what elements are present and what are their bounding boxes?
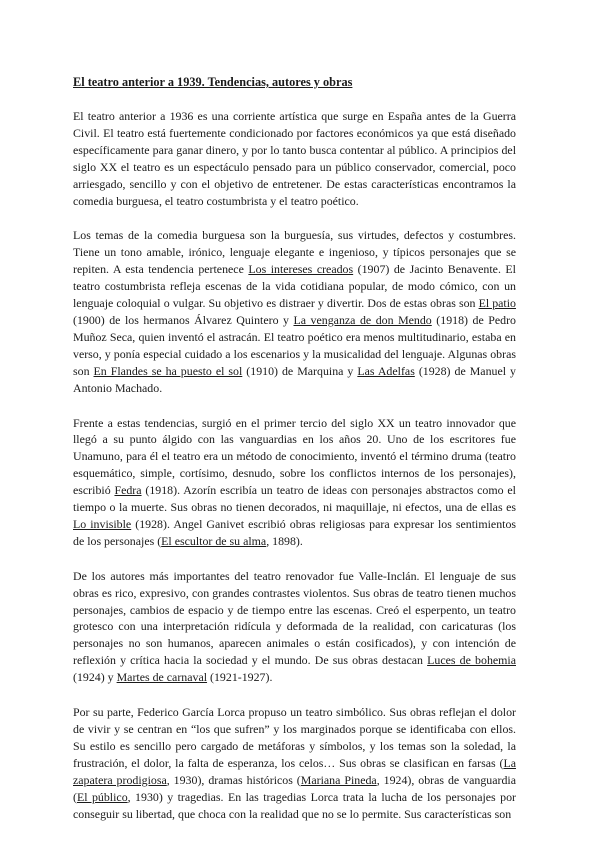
page-title: El teatro anterior a 1939. Tendencias, autores y obras [73,75,353,89]
paragraph-text: (1900) de los hermanos Álvarez Quintero y [73,312,294,327]
work-title: La venganza de don Mendo [293,312,432,327]
paragraph-text: (1924) y [73,670,117,685]
paragraph [73,704,516,822]
paragraph [73,108,516,209]
paragraph-text: (1918) de Pedro Muñoz Seca, quien inventó el astracán. El teatro poético era menos multitudinario, estaba en verso, y ponía especial cuidado a los escenarios y la musicalidad del lenguaje. Algunas obras son [73,312,516,378]
paragraph-text: (1928). Angel Ganivet escribió obras religiosas para expresar los sentimientos de los personajes ( [73,516,517,548]
paragraph [73,415,516,550]
work-title: El público [76,789,128,804]
paragraph-text: (1910) de Marquina y [242,363,358,378]
paragraph-text: El teatro anterior a 1936 es una corriente artística que surge en España antes de la Guerra Civil. El teatro está fuertemente condicionado por factores económicos ya que está diseñado específicamente para ganar dinero, y por lo tanto busca contentar al público. A principios del siglo XX el teatro es un espectáculo pensado para un público conservador, comercial, poco arriesgado, sencillo y con el objetivo de entretener. De estas características encontramos la comedia burguesa, el teatro costumbrista y el teatro poético. [73,109,516,208]
document-body [73,108,516,822]
paragraph-text: Por su parte, Federico García Lorca propuso un teatro simbólico. Sus obras reflejan el dolor de vivir y se centran en “los que sufren” y los marginados porque se identificaba con ellos. Su estilo es sencillo pero cargado de metáforas y símbolos, y los temas son la soledad, la frustración, el dolor, la falta de esperanza, los celos… Sus obras se clasifican en farsas ( [73,705,516,770]
paragraph-text: Frente a estas tendencias, surgió en el primer tercio del siglo XX un teatro innovador que llegó a su punto álgido con las vanguardias en los años 20. Uno de los escritores fue Unamuno, para él el teatro era un método de conocimiento, inventó el término druma (teatro esquemático, simple, cortísimo, desnudo, sobre los conflictos internos de los personajes), escribió [73,415,516,498]
paragraph-text: De los autores más importantes del teatro renovador fue Valle-Inclán. El lenguaje de sus obras es rico, expresivo, con grandes contrastes violentos. Sus obras de teatro tienen muchos personajes, cambios de espacio y de tiempo entre las escenas. Creó el esperpento, un teatro grotesco con una interpretación ridícula y deformada de la realidad, con caricaturas (los personajes no son humanos, aparecen animales o están cosificados), y con intención de reflexión y crítica hacia la sociedad y el mundo. De sus obras destacan [73,568,516,668]
work-title: Fedra [114,483,142,498]
work-title: Los intereses creados [248,262,354,277]
work-title: Martes de carnaval [116,670,208,685]
paragraph-text: , 1930), dramas históricos ( [166,772,301,787]
paragraph-text: , 1930) y tragedias. En las tragedias Lorca trata la lucha de los personajes por conseguir su libertad, que choca con la realidad que no se lo permite. Sus características son [73,789,516,821]
paragraph [73,568,516,686]
paragraph-text: (1928) de Manuel y Antonio Machado. [73,363,516,395]
work-title: Luces de bohemia [427,653,516,668]
work-title: Lo invisible [73,516,132,531]
work-title: El patio [478,296,516,311]
work-title: La zapatera prodigiosa [73,755,516,787]
paragraph-text: (1918). Azorín escribía un teatro de ideas con personajes abstractos como el tiempo o la muerte. Sus obras no tienen decorados, ni maquillaje, ni efectos, una de ellas es [73,483,516,515]
paragraph [73,227,516,396]
work-title: En Flandes se ha puesto el sol [93,363,243,378]
paragraph-text: , 1898). [266,533,303,548]
work-title: El escultor de su alma [161,533,267,548]
work-title: Mariana Pineda [300,772,377,787]
paragraph-text: Los temas de la comedia burguesa son la burguesía, sus virtudes, defectos y costumbres. Tiene un tono amable, irónico, lenguaje elegante e ingenioso, y típicos personajes que se repiten. A esta tendencia pertenece [73,228,516,277]
paragraph-text: , 1924), obras de vanguardia ( [73,772,516,804]
paragraph-text: (1921-1927). [207,670,273,685]
work-title: Las Adelfas [357,363,415,378]
paragraph-text: (1907) de Jacinto Benavente. El teatro costumbrista refleja escenas de la vida cotidiana popular, de modo cómico, con un lenguaje coloquial o vulgar. Su objetivo es distraer y divertir. Dos de estas obras son [73,262,516,311]
